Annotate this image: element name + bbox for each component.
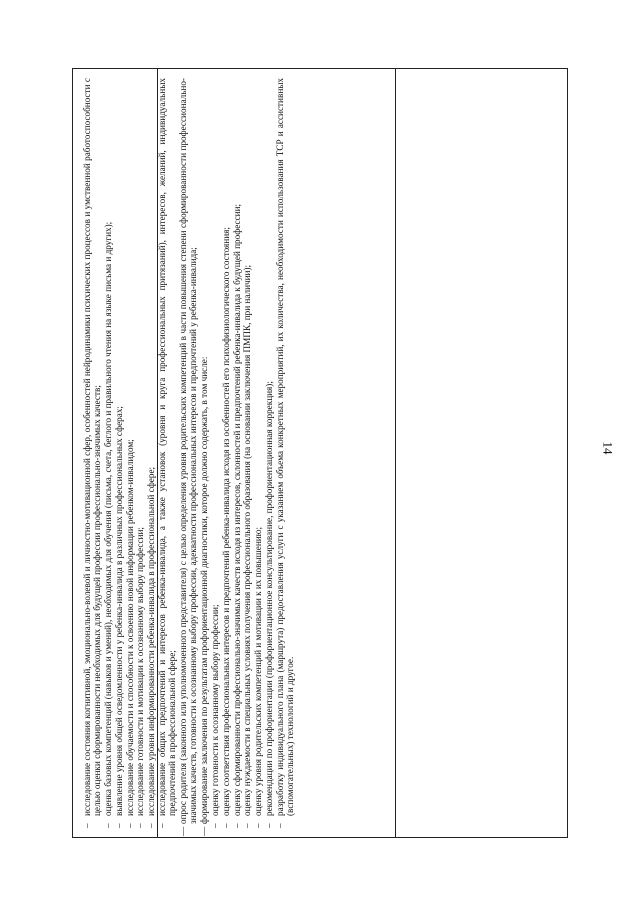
list-item	[232, 78, 242, 828]
list-item-text: оценку уровня родительских компетенций и мотивации к их повышению;	[253, 526, 264, 816]
dash-marker: –	[82, 823, 92, 828]
list-item-text: рекомендации по профориентации (профориентационное консультирование, профориентационная коррекция);	[264, 381, 275, 816]
column-divider	[395, 69, 396, 837]
list-item-text: исследование обучаемости и способности к освоению новой информации ребенком-инвалидом;	[124, 439, 135, 816]
list-item-main	[199, 78, 209, 836]
list-item	[135, 78, 145, 828]
dash-marker: –	[220, 823, 231, 828]
list-item-text: оценку сформированности профессионально-значимых качеств исходя из интересов, склонностей и предпочтений ребенка-инвалида к будущей профессии;	[231, 203, 242, 816]
list-item	[210, 78, 220, 828]
dash-marker: –	[135, 823, 146, 828]
dash-marker: –	[274, 823, 285, 828]
list-item	[114, 78, 124, 828]
dash-marker: –	[210, 823, 221, 828]
list-item-text: исследование готовности и мотивации к осознанному выбору профессии;	[135, 527, 146, 816]
list-item-text: опрос родителя (законного или уполномоченного представителя) с целью определения уровня родительских компетенций в части повышения степени сформированности профессионально-значимых качеств, готовности к осознанному выбору профессии, адекватности профессиональных интересов и предпочтений у ребенка-инвалида;	[178, 78, 199, 824]
dash-marker: —	[199, 826, 210, 836]
list-item	[242, 78, 252, 828]
list-item	[103, 78, 113, 828]
dash-marker: –	[146, 823, 157, 828]
list-item-text: исследование уровня информированности ребенка-инвалида в профессиональной сфере;	[146, 466, 157, 816]
dash-marker: —	[178, 826, 189, 836]
list-item-text: оценку нуждаемости в специальных условиях получения профессионального образования (на основании заключения ПМПК, при наличии);	[242, 264, 253, 816]
rotated-table-cell	[78, 68, 308, 838]
dash-marker: –	[124, 823, 135, 828]
list-item	[264, 78, 274, 828]
list-item-text: оценку соответствия профессиональных интересов и предпочтений ребенка-инвалида исходя из особенностей его психофизиологического состояния;	[220, 227, 231, 816]
list-item-text: исследование общих предпочтений и интересов ребенка-инвалида, а также установок (уровня и круга профессиональных притязаний), интересов, желаний, индивидуальных предпочтений в профессиональной сфере;	[157, 78, 178, 816]
dash-marker: –	[242, 823, 253, 828]
list-item	[253, 78, 263, 828]
list-item	[146, 78, 156, 828]
list-item	[221, 78, 231, 828]
dash-marker: –	[231, 823, 242, 828]
dash-marker: –	[113, 823, 124, 828]
list-item	[82, 78, 103, 828]
dash-marker: –	[253, 823, 264, 828]
list-item-text: исследование состояния когнитивной, эмоционально-волевой и личностно-мотивационной сфер, особенностей нейродинамики психических процессов и умственной работоспособности с целью оценки сформированности необходимых для будущей профессии профессионально-значимых качеств;	[82, 78, 103, 816]
list-item-main	[178, 78, 199, 836]
dash-marker: –	[264, 823, 275, 828]
list-item-text: формирование заключения по результатам профориентационной диагностики, которое должно содержать, в том числе:	[199, 356, 210, 824]
page-number: 14	[600, 441, 616, 455]
dash-marker: –	[157, 823, 168, 828]
list-item	[275, 78, 296, 828]
dash-marker: –	[103, 823, 114, 828]
list-item-text: выявление уровня общей осведомленности у ребенка-инвалида в различных профессиональных сферах;	[113, 406, 124, 816]
list-item-text: разработку индивидуального плана (маршрута) предоставления услуги с указанием объема конкретных мероприятий, их количества, необходимости использования ТСР и ассистивных (вспомогательных) технологий и другое.	[274, 78, 296, 816]
list-item-text: оценку готовности к осознанному выбору профессии;	[210, 604, 221, 816]
list-item-text: оценка базовых компетенций (навыков и умений), необходимых для обучения (письма, счета, беглого и правильного чтения на языке письма и других);	[103, 221, 114, 816]
list-item	[157, 78, 178, 828]
list-item	[125, 78, 135, 828]
